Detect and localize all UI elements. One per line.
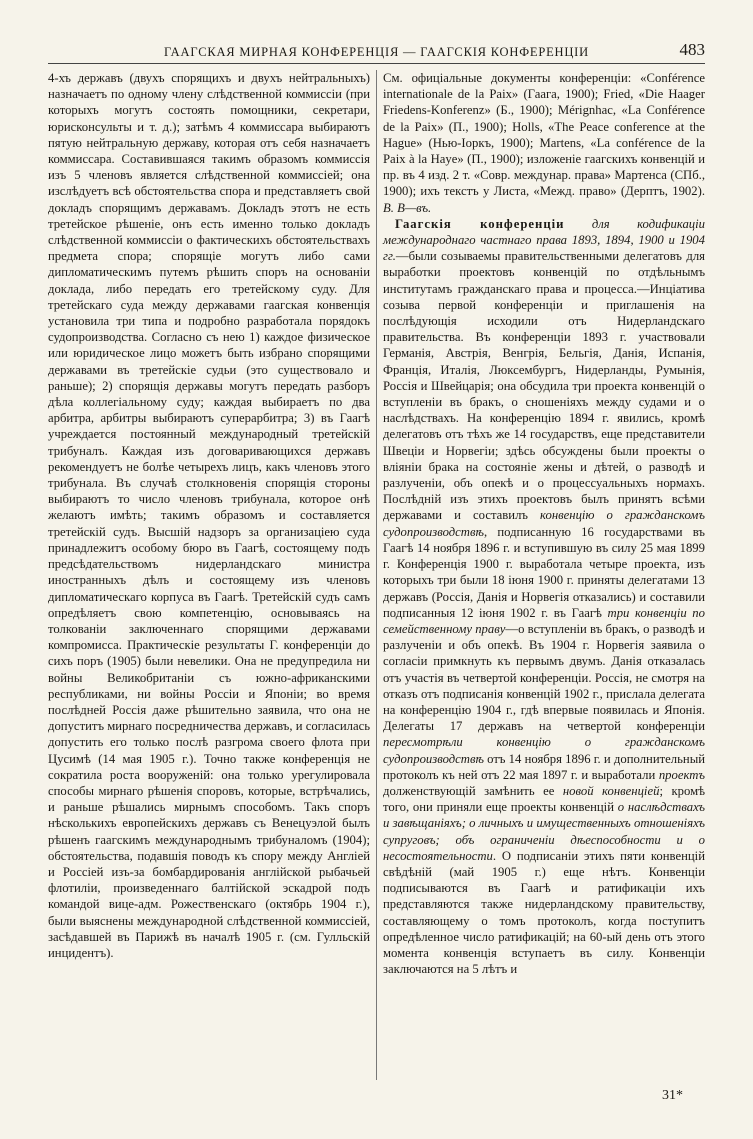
article-term: Гаагскія конференціи [395, 216, 565, 231]
left-column [48, 70, 370, 961]
article-emphasis-1: конвенцію о гражданскомъ судопроизводствѣ [383, 508, 705, 539]
article-text-b: , подписанную 16 государствами въ Гаагѣ 14 ноября 1896 г. и вступившую въ силу 25 мая 1899 г. Конференція 1900 г. выработала четыре проекта, изъ которыхъ три были 18 іюня 1900 г. приняты делегатами 13 державъ (Россія, Данія и Норвегія отказались) и составили подписанныя 12 іюня 1902 г. въ Гаагѣ [383, 524, 705, 620]
article-emphasis-4: проектъ [658, 767, 705, 782]
article-text-g: . О подписаніи этихъ пяти конвенцій свѣдѣній (май 1905 г.) еще нѣтъ. Конвенціи подписываются въ Гаагѣ и ратификаціи ихъ представляются также нидерландскому правительству, составляющему о томъ протоколъ, когда поступитъ опредѣленное число ратификацій; на 60-ый день отъ этого момента конвенція вступаетъ въ силу. Конвенціи заключаются на 5 лѣтъ и [383, 848, 705, 977]
article-text-c: —о вступленіи въ бракъ, о разводѣ и разлученіи и объ опекѣ. Въ 1904 г. Норвегія заявила о согласіи примкнуть къ первымъ двумъ. Данія отказалась отъ участія въ четвертой конференціи. Россія, не смотря на отказъ отъ подписанія конвенцій 1902 г., прислала делегата на конференцію 1904 г., гдѣ впервые появилась и Японія. Делегаты 17 державъ на четвертой конференціи [383, 621, 705, 734]
article-text-d: отъ 14 ноября 1896 г. и дополнительный протоколъ къ ней отъ 22 мая 1897 г. и выработали [383, 751, 706, 782]
article-emphasis-3: пересмотрѣли конвенцію о гражданскомъ судопроизводствѣ [383, 735, 705, 766]
printer-signature-mark: 31* [662, 1088, 683, 1103]
article-term-description: для кодификаціи международнаго частнаго права 1893, 1894, 1900 и 1904 гг. [383, 216, 706, 264]
bibliography-text: См. офиціальные документы конференціи: «Conférence internationale de la Paix» (Гаага, 1900); Fried, «Die Haager Friedens-Konferenz» (Б., 1900); Mérignhac, «La Conférence de la Paix» (П., 1900); Holls, «The Peace conference at the Hague» (Нью-Іоркъ, 1900); Martens, «La conférence de la Paix à la Haye» (П., 1900); изложеніе гаагскихъ конвенцій и пр. въ 4 изд. 2 т. «Совр. междунар. права» Мартенса (СПб., 1900); ихъ текстъ у Листа, «Межд. право» (Дерптъ, 1902). [383, 71, 705, 199]
article-emphasis-6: о наслѣдствахъ и завѣщаніяхъ; о личныхъ и имущественныхъ отношеніяхъ супруговъ; объ ограниченіи дѣеспособности и о несостоятельности [383, 800, 705, 863]
left-column-text: 4-хъ державъ (двухъ спорящихъ и двухъ нейтральныхъ) назначаетъ по одному члену слѣдственной коммиссіи (при которыхъ могутъ состоять помощники, секретари, юрисконсульты и т. д.); затѣмъ 4 коммиссара выбираютъ пятую нейтральную державу, которая отъ себя назначаетъ коммиссара. Составившаяся такимъ образомъ коммиссія изъ 5 членовъ является слѣдственной коммиссіей; она изслѣдуетъ всѣ обстоятельства спора и представляетъ свой докладъ спорящимъ державамъ. Докладъ этотъ не есть третейское рѣшеніе, онъ есть именно только докладъ слѣдственной коммиссіи о фактическихъ обстоятельствахъ предмета спора; спорящіе могутъ либо сами дипломатическимъ путемъ рѣшить споръ на основаніи доклада, либо передать его третейскому суду. Для третейскаго суда между державами гаагская конвенція установила три типа и подробно разработала порядокъ судопроизводства. Согласно съ нею 1) каждое физическое или юридическое лицо можетъ быть избрано спорящими державами въ третейскіе судьи (это существовало и раньше); 2) спорящія державы могутъ передать разборъ дѣла коллегіальному суду; каждая выбираетъ по два арбитра, арбитры выбираютъ суперарбитра; 3) въ Гаагѣ учреждается постоянный международный третейскій трибуналъ. Каждая изъ договаривающихся державъ рекомендуетъ не болѣе четырехъ лицъ, какъ членовъ этого трибунала. Въ случаѣ столкновенія спорящія стороны выбираютъ то число членовъ трибунала, которое онѣ желаютъ имѣть; такимъ образомъ и составляется третейскій судъ. Высшій надзоръ за организаціею суда принадлежитъ особому бюро въ Гаагѣ, состоящему подъ предсѣдательствомъ нидерландскаго министра иностранныхъ дѣлъ и состоящему изъ членовъ дипломатическаго корпуса въ Гаагѣ. Третейскій судъ самъ опредѣляетъ свою компетенцію, основываясь на толкованіи заключеннаго спорящими державами компромисса. Практическіе результаты Г. конференціи до сихъ поръ (1905) были невелики. Она не предупредила ни войны Великобританіи съ южно-африканскими республиками, ни войны Россіи и Японіи; во время послѣдней Россія даже рѣшительно заявила, что она не допуститъ мирнаго посредничества державъ, и согласилась допустить его только послѣ разгрома своего флота при Цусимѣ (14 мая 1905 г.). Точно также конференція не сократила роста вооруженій: она только урегулировала способы мирнаго рѣшенія споровъ, которые, встрѣчались, и раньше рѣшались мирнымъ способомъ. Такъ споръ нѣсколькихъ европейскихъ державъ съ Венецуэлой былъ рѣшенъ гаагскимъ международнымъ трибуналомъ (1904); обстоятельства, подавшія поводъ къ спору между Англіей и Россіей изъ-за бомбардированія англійской рыбачьей флотиліи, произведеннаго балтійской эскадрой подъ командой вице-адм. Рожественскаго (октябрь 1904 г.), были выяснены международной слѣдственной коммиссіей, засѣдавшей въ Парижѣ въ началѣ 1905 г. (см. Гулльскій инцидентъ). [48, 71, 370, 960]
right-column [383, 70, 705, 977]
author-signature: В. В—въ. [383, 200, 432, 215]
article-text-e: долженствующій замѣнить ее [383, 783, 555, 798]
running-head: ГААГСКАЯ МИРНАЯ КОНФЕРЕНЦІЯ — ГААГСКІЯ КОНФЕРЕНЦІИ [164, 45, 589, 59]
article-text-f: ; кромѣ того, они приняли еще проекты конвенцій [383, 783, 705, 815]
header-rule [48, 63, 705, 64]
article-emphasis-2: три конвенціи по семейственному праву [383, 605, 705, 636]
page-header [48, 36, 705, 60]
article-emphasis-5: новой конвенціей [562, 783, 660, 798]
column-divider [376, 70, 377, 1080]
article-paragraph [383, 216, 705, 978]
article-text-a: —были созываемы правительственными делегатовъ для выработки проектовъ конвенцій по отдѣльнымъ институтамъ гражданскаго права и процесса.—Инціатива созыва первой конференціи и приглашенія на послѣдующія исходили отъ Нидерландскаго правительства. Въ конференціи 1893 г. участвовали Германія, Австрія, Венгрія, Бельгія, Данія, Испанія, Франція, Италія, Люксембургъ, Нидерланды, Румынія, Россія и Швейцарія; она обсудила три проекта конвенцій о вступленіи въ бракъ, о сношеніяхъ между судами и о наслѣдствахъ. На конференцію 1894 г. явились, кромѣ делегатовъ отъ тѣхъ же 14 государствъ, еще представители Швеціи и Норвегіи; здѣсь обсуждены были проекты о вліяніи брака на состояніе жены и дѣтей, о разводѣ и разлученіи, объ опекѣ и о процессуальныхъ нормахъ. Послѣдній изъ этихъ проектовъ былъ принятъ всѣми державами и составилъ [383, 249, 705, 523]
page-number: 483 [679, 40, 705, 59]
bibliography-paragraph [383, 70, 705, 216]
